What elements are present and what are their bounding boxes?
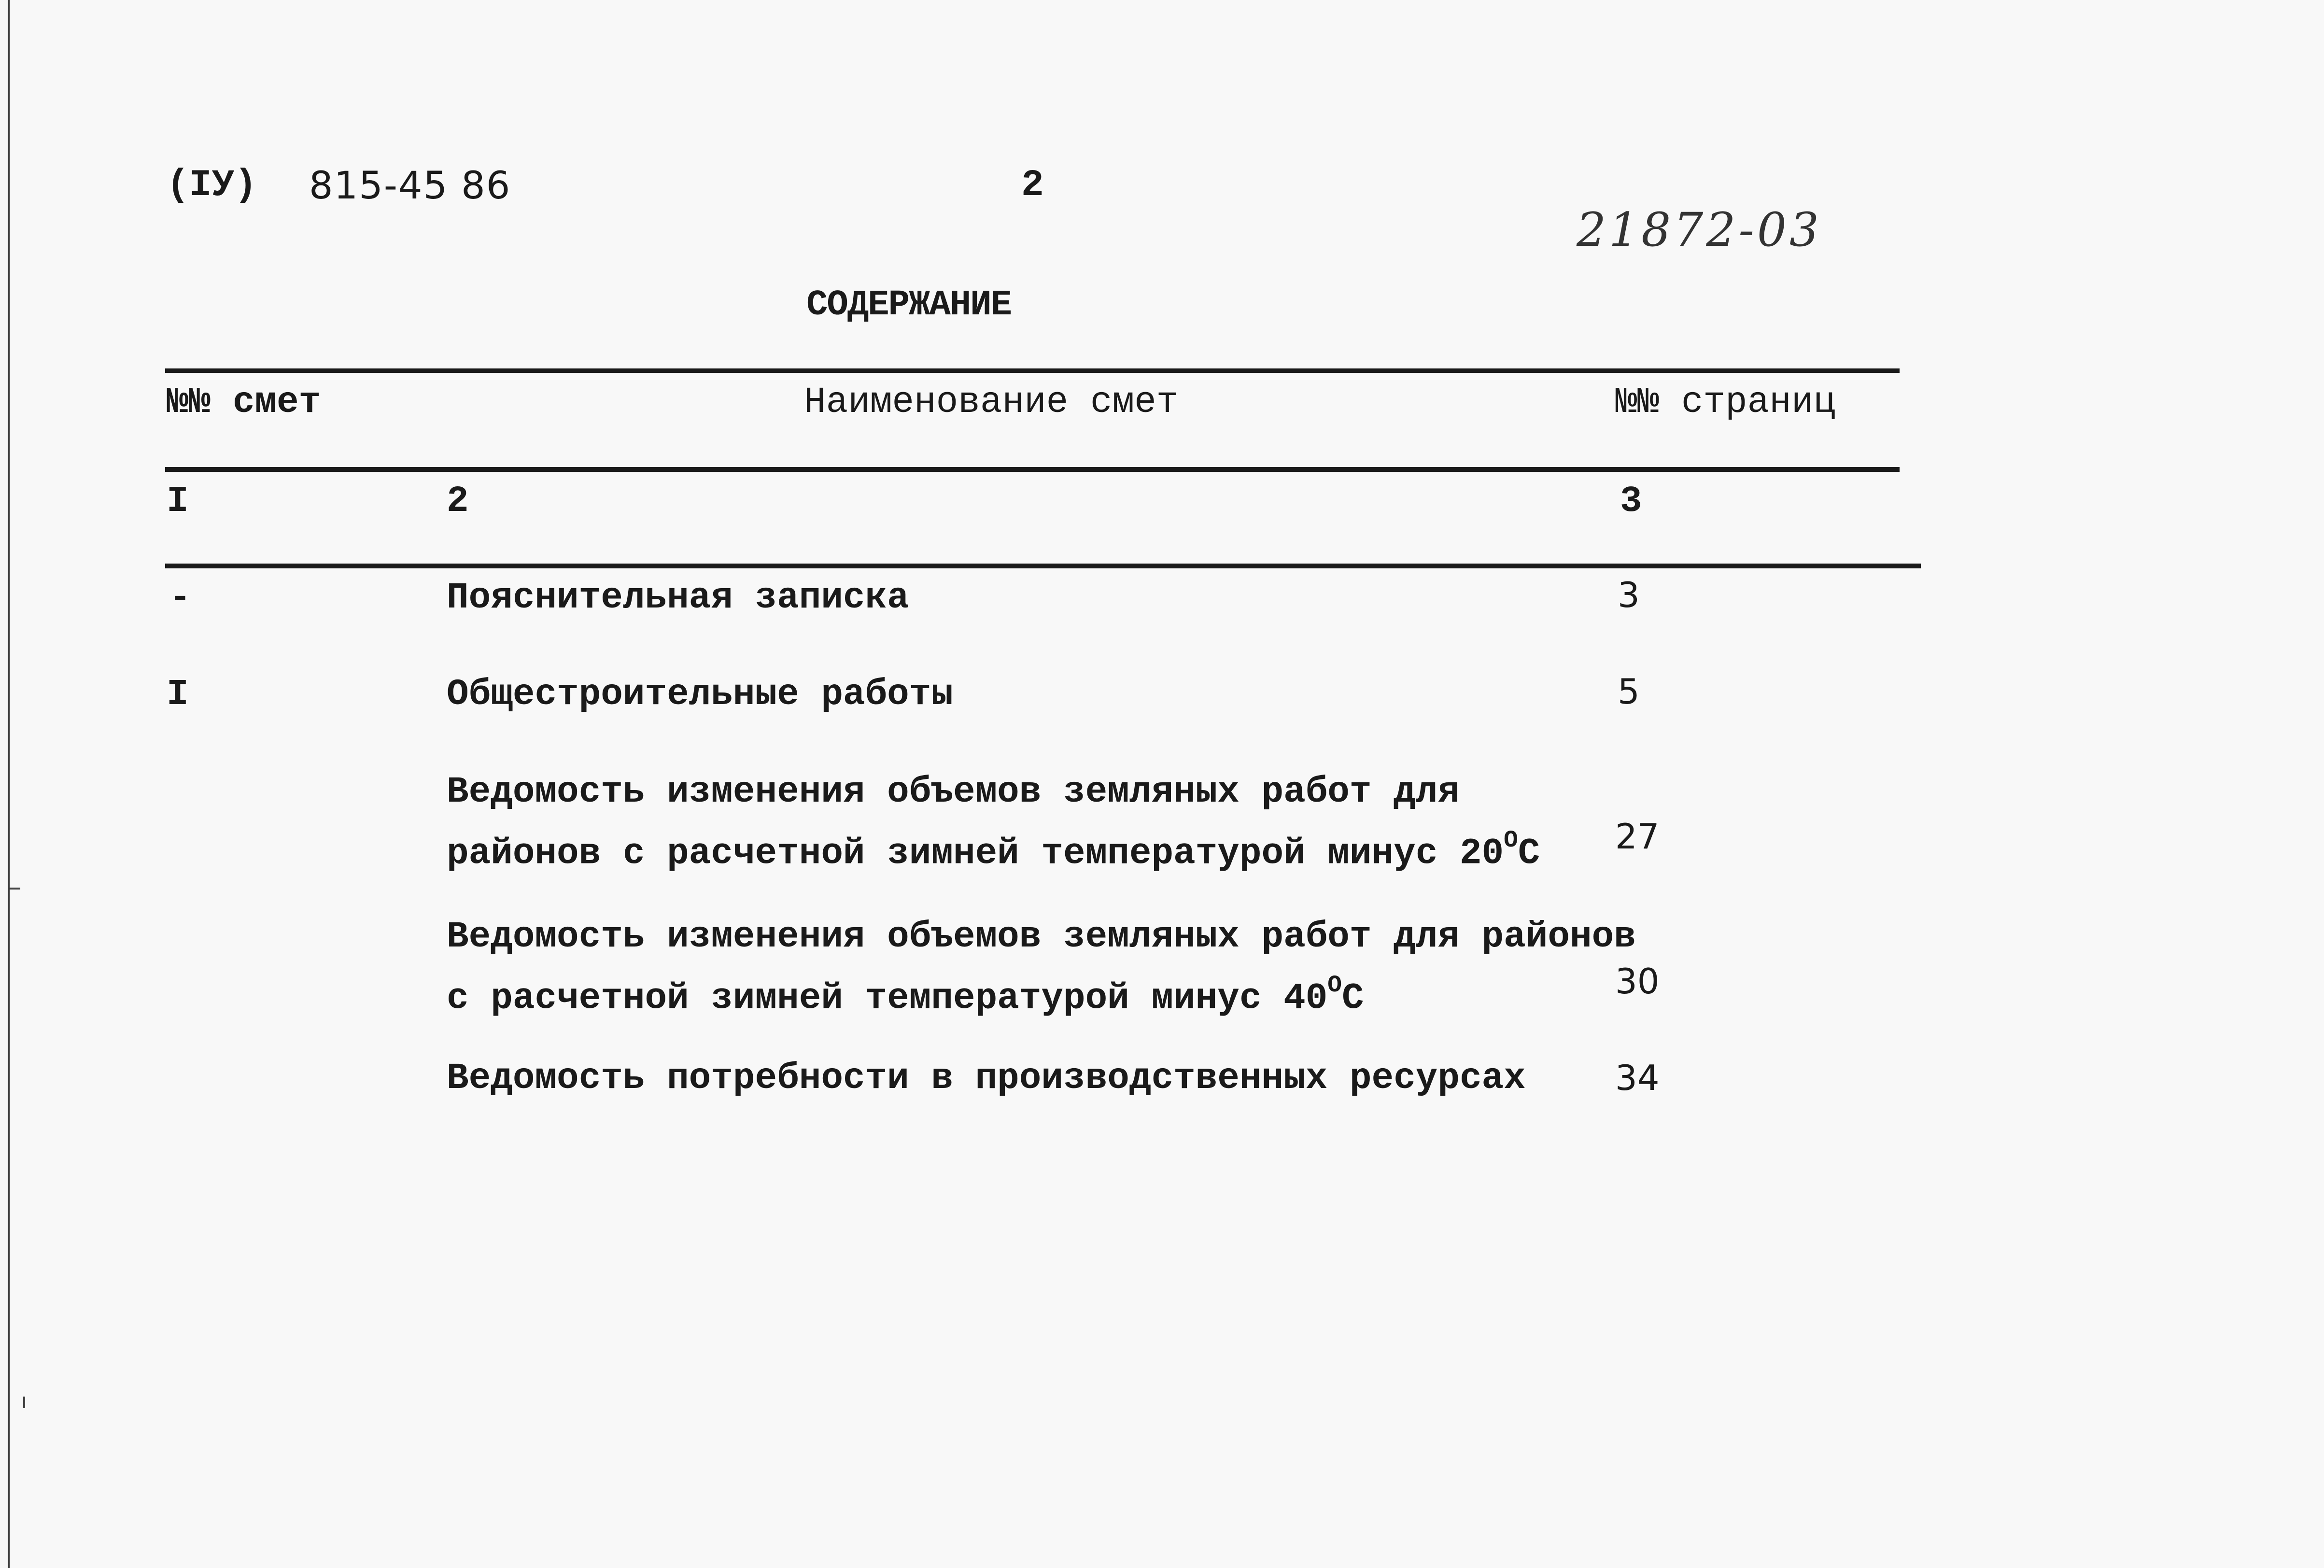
page-title: СОДЕРЖАНИЕ: [806, 285, 1012, 325]
name-text: с расчетной зимней температурой минус 40: [447, 977, 1328, 1019]
table-row-estimate-no: -: [169, 577, 191, 619]
table-row-page: 34: [1615, 1058, 1660, 1098]
table-row-page: 5: [1618, 671, 1640, 712]
degree-mark: O: [1504, 827, 1518, 854]
numbering-bottom-rule: [165, 564, 1921, 568]
table-row-name: Общестроительные работы: [447, 674, 953, 715]
name-line: [447, 816, 1540, 878]
column-number: I: [167, 480, 189, 522]
table-row-name: Пояснительная записка: [447, 577, 909, 619]
name-line: Ведомость изменения объемов земляных работ для районов: [447, 916, 1636, 958]
column-header-pages: №№ страниц: [1615, 381, 1836, 423]
name-line: [447, 961, 1636, 1023]
name-line: Ведомость изменения объемов земляных работ для: [447, 771, 1460, 813]
table-row-page: 30: [1615, 961, 1660, 1002]
margin-tick: [10, 888, 20, 890]
handwritten-inventory-number: 21872-03: [1577, 203, 1822, 257]
table-top-rule: [165, 368, 1900, 373]
degree-mark: O: [1327, 972, 1342, 999]
series-label: (IУ): [167, 164, 257, 207]
name-text: районов с расчетной зимней температурой минус 20: [447, 833, 1504, 875]
table-row-page: 27: [1615, 816, 1660, 857]
table-row-name: Ведомость потребности в производственных ресурсах: [447, 1058, 1526, 1099]
unit-text: С: [1518, 833, 1540, 875]
header-bottom-rule: [165, 467, 1900, 472]
unit-text: С: [1341, 977, 1364, 1019]
table-row-name-multiline: [447, 913, 1636, 1023]
column-number: 2: [447, 480, 469, 522]
column-number: 3: [1620, 480, 1642, 522]
page-number: 2: [1021, 164, 1044, 207]
column-header-name: Наименование смет: [804, 381, 1179, 423]
table-row-estimate-no: I: [167, 674, 189, 715]
page-left-border: [8, 0, 10, 1568]
column-header-estimate-no: №№ смет: [167, 381, 321, 423]
table-row-name-multiline: [447, 768, 1540, 878]
margin-tick: [23, 1397, 25, 1408]
table-row-page: 3: [1618, 575, 1640, 615]
document-code: 815-45 86: [309, 164, 511, 208]
